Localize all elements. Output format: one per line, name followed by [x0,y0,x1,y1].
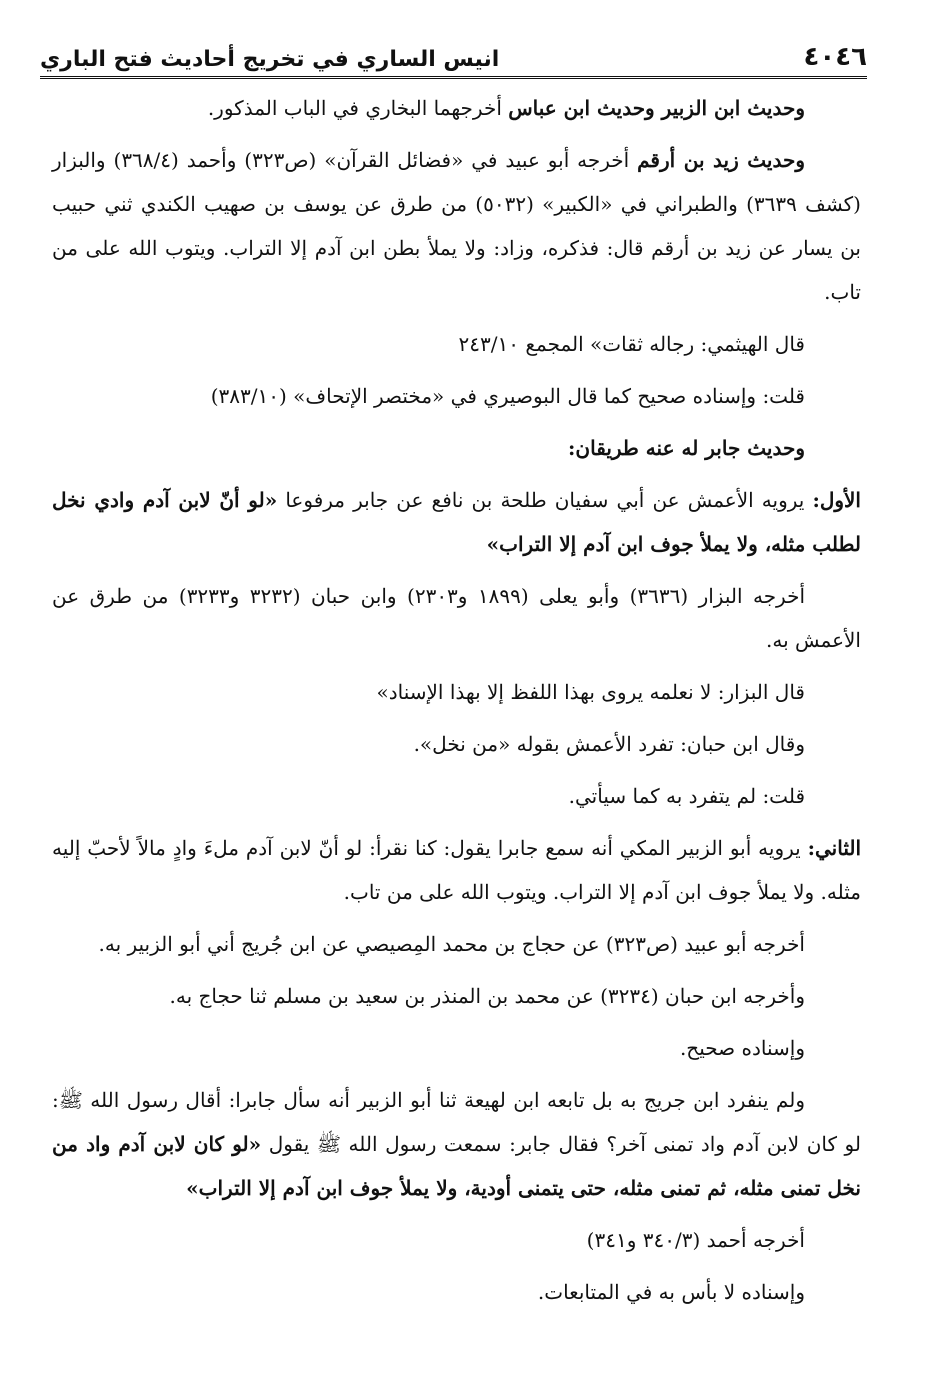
paragraph [52,1078,861,1210]
paragraph-text: أخرجه أحمد (٣٤٠/٣ و٣٤١) [586,1228,805,1252]
paragraph-text: قال البزار: لا نعلمه يروى بهذا اللفظ إلا بهذا الإسناد» [376,680,805,704]
paragraph [52,774,861,818]
paragraph-bold-tail: «لو كان لابن آدم واد من نخل تمنى مثله، ثم تمنى مثله، حتى يتمنى أودية، ولا يملأ جوف ابن آدم إلا التراب» [52,1132,861,1200]
paragraph-bold-lead: الثاني: [807,836,862,860]
paragraph-bold-lead: وحديث زيد بن أرقم [637,148,805,172]
paragraph [52,1026,861,1070]
running-title: انيس الساري في تخريج أحاديث فتح الباري [40,47,500,72]
paragraph [52,478,861,566]
paragraph [52,722,861,766]
paragraph-bold-lead: وحديث ابن الزبير وحديث ابن عباس [508,96,805,120]
paragraph-text: ولم ينفرد ابن جريج به بل تابعه ابن لهيعة ثنا أبو الزبير أنه سأل جابرا: أقال رسول الله ﷺ: لو كان لابن آدم واد تمنى آخر؟ فقال جابر: سمعت رسول الله ﷺ يقول [52,1088,861,1156]
paragraph-text: قال الهيثمي: رجاله ثقات» المجمع ٢٤٣/١٠ [458,332,805,356]
paragraph-text: أخرجهما البخاري في الباب المذكور. [207,96,509,120]
paragraph [52,426,861,470]
main-text [52,86,861,1322]
paragraph-text: وأخرجه ابن حبان (٣٢٣٤) عن محمد بن المنذر بن سعيد بن مسلم ثنا حجاج به. [169,984,805,1008]
paragraph-text: أخرجه أبو عبيد (ص٣٢٣) عن حجاج بن محمد المِصيصي عن ابن جُريج أني أبو الزبير به. [98,932,805,956]
paragraph [52,374,861,418]
page-number: ٤٠٤٦ [803,42,867,72]
paragraph-text: قلت: وإسناده صحيح كما قال البوصيري في «مختصر الإتحاف» (٣٨٣/١٠) [210,384,805,408]
page-header [40,28,867,79]
paragraph-text: وإسناده لا بأس به في المتابعات. [537,1280,805,1304]
paragraph [52,1270,861,1314]
paragraph-text: يرويه الأعمش عن أبي سفيان طلحة بن نافع عن جابر مرفوعا [277,488,813,512]
paragraph [52,322,861,366]
paragraph [52,826,861,914]
paragraph [52,670,861,714]
paragraph [52,574,861,662]
paragraph-bold-tail: «لو أنّ لابن آدم وادي نخل لطلب مثله، ولا يملأ جوف ابن آدم إلا التراب» [52,488,861,556]
paragraph [52,1218,861,1262]
paragraph [52,138,861,314]
paragraph-text: قلت: لم يتفرد به كما سيأتي. [568,784,805,808]
paragraph-text: وإسناده صحيح. [679,1036,805,1060]
paragraph [52,974,861,1018]
paragraph [52,922,861,966]
paragraph-text: أخرجه البزار (٣٦٣٦) وأبو يعلى (١٨٩٩ و٢٣٠٣) وابن حبان (٣٢٣٢ و٣٢٣٣) من طرق عن الأعمش به. [52,584,861,652]
paragraph-text: يرويه أبو الزبير المكي أنه سمع جابرا يقول: كنا نقرأ: لو أنّ لابن آدم ملءَ وادٍ مالاً لأحبّ إليه مثله. ولا يملأ جوف ابن آدم إلا التراب. ويتوب الله على من تاب. [52,836,861,904]
paragraph-bold-lead: وحديث جابر له عنه طريقان: [568,436,805,460]
paragraph [52,86,861,130]
paragraph-text: أخرجه أبو عبيد في «فضائل القرآن» (ص٣٢٣) وأحمد (٣٦٨/٤) والبزار (كشف ٣٦٣٩) والطبراني في «الكبير» (٥٠٣٢) من طرق عن يوسف بن صهيب الكندي ثني حبيب بن يسار عن زيد بن أرقم قال: فذكره، وزاد: ولا يملأ بطن ابن آدم إلا التراب. ويتوب الله على من تاب. [52,148,861,304]
paragraph-bold-lead: الأول: [812,488,861,512]
paragraph-text: وقال ابن حبان: تفرد الأعمش بقوله «من نخل». [413,732,805,756]
